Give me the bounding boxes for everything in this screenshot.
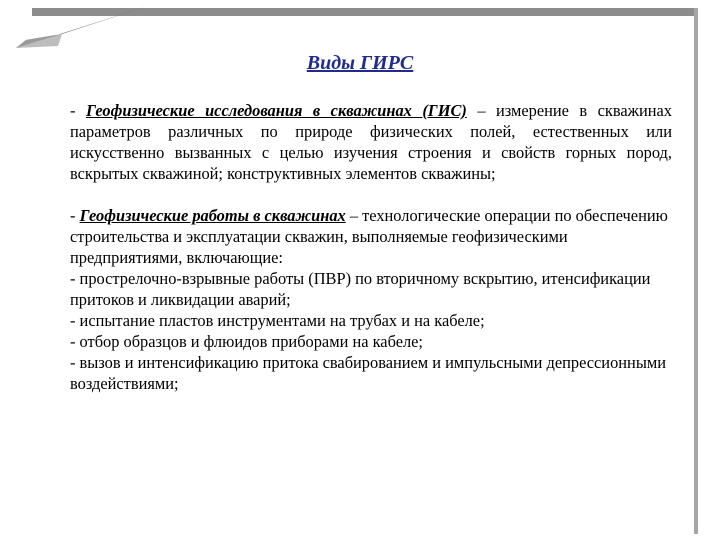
paragraph-gis-text: – измерение в скважинах параметров различных по природе физических полей, естественных или искусственно вызванных с целью изучения строения и свойств горных пород, вскрытых скважиной; конструктивных элементов скважины;	[70, 101, 672, 183]
paragraph-works	[70, 205, 672, 268]
list-item: - вызов и интенсификацию притока свабированием и импульсными депрессионными воздействиями;	[70, 353, 666, 393]
list-item: - прострелочно-взрывные работы (ПВР) по вторичному вскрытию, итенсификации притоков и ликвидации аварий;	[70, 269, 651, 309]
swoosh-logo-icon	[10, 2, 150, 58]
paragraph-works-dash: -	[70, 206, 80, 225]
paragraph-gis-dash: -	[70, 101, 86, 120]
paragraph-gap	[70, 184, 672, 205]
paragraph-works-text: – технологические операции по обеспечению строительства и эксплуатации скважин, выполняемые геофизическими предприятиями, включающие:	[70, 206, 668, 267]
term-geophysical-works: Геофизические работы в скважинах	[79, 206, 346, 225]
paragraph-gis	[70, 100, 672, 184]
term-gis: Геофизические исследования в скважинах (ГИС)	[85, 101, 467, 120]
list-item: - испытание пластов инструментами на трубах и на кабеле;	[70, 311, 485, 330]
list-item: - отбор образцов и флюидов приборами на кабеле;	[70, 332, 423, 351]
slide-title: Виды ГИРС	[306, 52, 414, 74]
slide-body	[70, 100, 672, 394]
right-decorative-bar	[694, 8, 698, 534]
